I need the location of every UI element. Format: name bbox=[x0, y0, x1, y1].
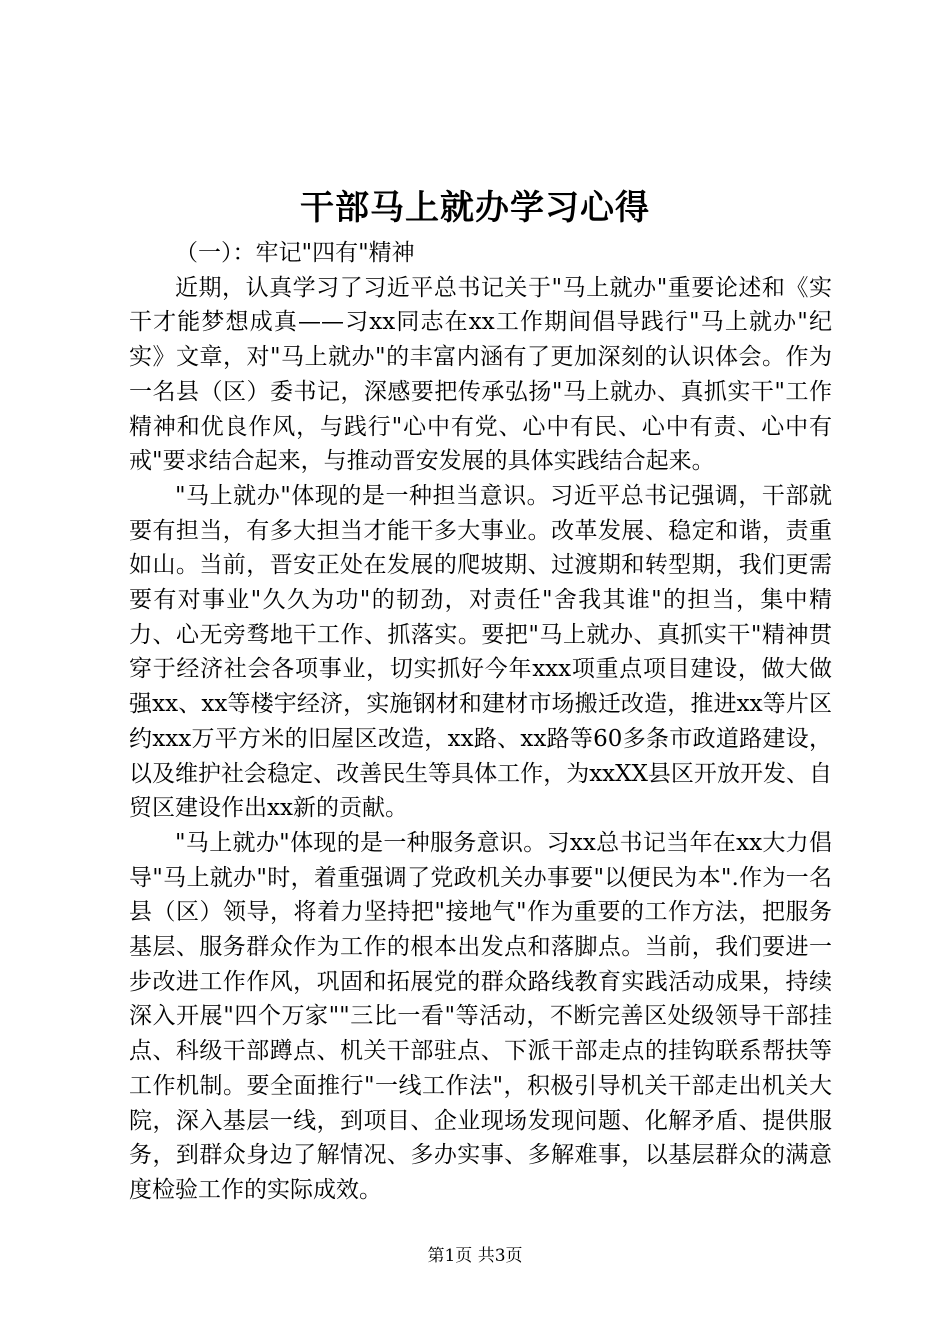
document-title: 干部马上就办学习心得 bbox=[300, 188, 650, 228]
paragraph-service: "马上就办"体现的是一种服务意识。习xx总书记当年在xx大力倡导"马上就办"时，着重强调了党政机关办事要"以便民为本".作为一名县（区）领导，将着力坚持把"接地气"作为重要的工作方法，把服务基层、服务群众作为工作的根本出发点和落脚点。当前，我们要进一步改进工作作风，巩固和拓展党的群众路线教育实践活动成果，持续深入开展"四个万家""三比一看"等活动，不断完善区处级领导干部挂点、科级干部蹲点、机关干部驻点、下派干部走点的挂钩联系帮扶等工作机制。要全面推行"一线工作法"，积极引导机关干部走出机关大院，深入基层一线，到项目、企业现场发现问题、化解矛盾、提供服务，到群众身边了解情况、多办实事、多解难事，以基层群众的满意度检验工作的实际成效。 bbox=[129, 829, 832, 1203]
page-footer: 第1页 共3页 bbox=[427, 1246, 523, 1266]
section-subheading: （一）：牢记"四有"精神 bbox=[175, 240, 415, 266]
paragraph-intro: 近期，认真学习了习近平总书记关于"马上就办"重要论述和《实干才能梦想成真——习xx同志在xx工作期间倡导践行"马上就办"纪实》文章，对"马上就办"的丰富内涵有了更加深刻的认识体会。作为一名县（区）委书记，深感要把传承弘扬"马上就办、真抓实干"工作精神和优良作风，与践行"心中有党、心中有民、心中有责、心中有戒"要求结合起来，与推动晋安发展的具体实践结合起来。 bbox=[129, 274, 832, 475]
paragraph-responsibility: "马上就办"体现的是一种担当意识。习近平总书记强调，干部就要有担当，有多大担当才能干多大事业。改革发展、稳定和谐，责重如山。当前，晋安正处在发展的爬坡期、过渡期和转型期，我们更需要有对事业"久久为功"的韧劲，对责任"舍我其谁"的担当，集中精力、心无旁骛地干工作、抓落实。要把"马上就办、真抓实干"精神贯穿于经济社会各项事业，切实抓好今年xxx项重点项目建设，做大做强xx、xx等楼宇经济，实施钢材和建材市场搬迁改造，推进xx等片区约xxx万平方米的旧屋区改造，xx路、xx路等60多条市政道路建设，以及维护社会稳定、改善民生等具体工作，为xxXX县区开放开发、自贸区建设作出xx新的贡献。 bbox=[129, 482, 832, 822]
document-body bbox=[129, 236, 832, 1208]
